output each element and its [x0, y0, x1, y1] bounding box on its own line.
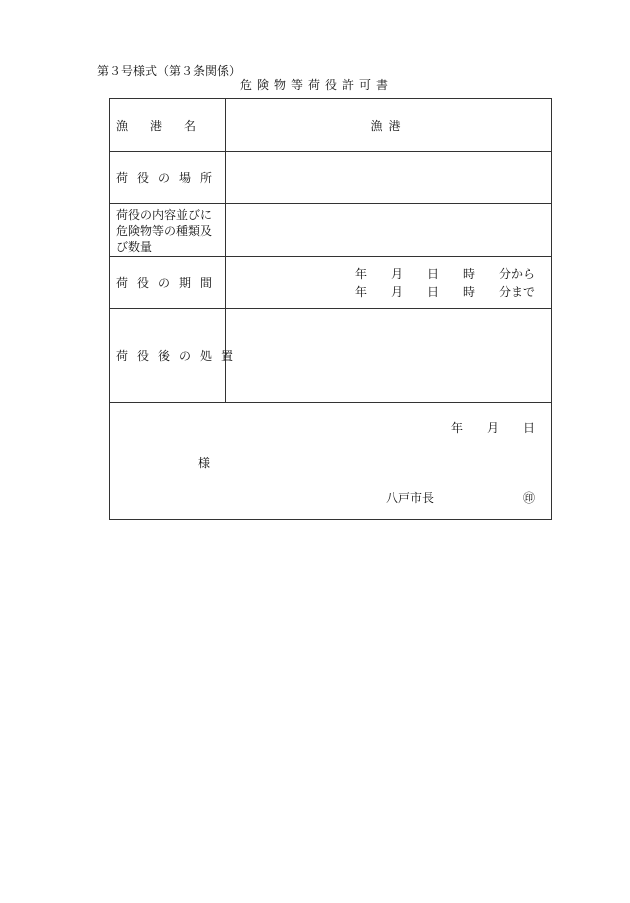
period-row — [110, 257, 552, 309]
after-handling-value[interactable] — [226, 309, 552, 403]
after-handling-row — [110, 309, 552, 403]
content-label: 荷役の内容並びに危険物等の種類及び数量 — [110, 204, 226, 257]
period-from: 年 月 日 時 分から — [354, 266, 535, 281]
permit-table — [109, 98, 552, 520]
footer-row — [110, 403, 552, 520]
fishing-port-row — [110, 99, 552, 152]
form-number: 第３号様式（第３条関係） — [97, 64, 242, 78]
issue-date: 年 月 日 — [450, 421, 535, 435]
content-value[interactable] — [226, 204, 552, 257]
content-row — [110, 204, 552, 257]
fishing-port-value[interactable]: 漁港 — [226, 99, 552, 152]
period-value[interactable] — [226, 257, 552, 309]
after-handling-label: 荷役後の処置 — [110, 309, 226, 403]
document-title: 危険物等荷役許可書 — [240, 78, 394, 92]
period-label: 荷役の期間 — [110, 257, 226, 309]
addressee-suffix: 様 — [198, 456, 211, 470]
location-row — [110, 152, 552, 204]
location-label: 荷役の場所 — [110, 152, 226, 204]
seal-mark: ㊞ — [522, 491, 535, 505]
fishing-port-label: 漁港名 — [110, 99, 226, 152]
period-to: 年 月 日 時 分まで — [354, 284, 535, 299]
location-value[interactable] — [226, 152, 552, 204]
footer-cell — [110, 403, 552, 520]
issuer-name: 八戸市長 — [386, 491, 435, 505]
